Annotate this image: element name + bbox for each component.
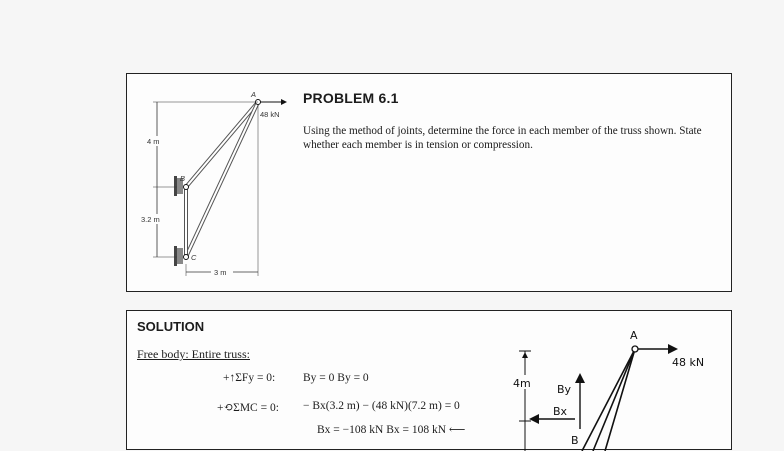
support-c bbox=[177, 248, 183, 264]
sketch-load-label: 48 kN bbox=[672, 356, 705, 369]
joint-c-label: C bbox=[191, 253, 197, 262]
sketch-dim-label: 4m bbox=[513, 377, 531, 390]
joint-b-label: B bbox=[180, 174, 186, 183]
sketch-joint-a bbox=[632, 346, 638, 352]
wall-b bbox=[174, 176, 177, 196]
problem-statement: Using the method of joints, determine the force in each member of the truss shown. State whether each member is in tension or compression. bbox=[303, 125, 702, 151]
free-body-label: Free body: Entire truss: bbox=[137, 347, 250, 361]
equation-sum-fy-label: +↑ΣFy = 0: bbox=[223, 372, 276, 384]
sketch-bx-label: Bx bbox=[553, 405, 568, 418]
problem-box bbox=[126, 73, 732, 292]
dim-4m: 4 m bbox=[147, 137, 160, 146]
joint-b bbox=[184, 185, 189, 190]
load-label: 48 kN bbox=[260, 110, 280, 119]
sketch-member-2 bbox=[593, 349, 635, 451]
sketch-load-arrow-icon bbox=[668, 344, 678, 354]
equation-sum-mc: − Bx(3.2 m) − (48 kN)(7.2 m) = 0 bbox=[303, 400, 460, 412]
joint-a-label: A bbox=[251, 90, 257, 99]
sketch-label-a: A bbox=[630, 329, 638, 342]
wall-c bbox=[174, 246, 177, 266]
member-ac-inner bbox=[186, 102, 258, 257]
problem-title: PROBLEM 6.1 bbox=[303, 90, 399, 106]
free-body-sketch bbox=[127, 311, 733, 451]
equation-bx-result: Bx = −108 kN Bx = 108 kN ⟵ bbox=[317, 424, 466, 436]
equation-sum-fy: By = 0 By = 0 bbox=[303, 372, 369, 384]
member-ab-inner bbox=[186, 102, 258, 187]
solution-box bbox=[126, 310, 732, 450]
sketch-by-label: By bbox=[557, 383, 572, 396]
sketch-member-1 bbox=[582, 349, 635, 451]
load-arrow-icon bbox=[281, 99, 287, 105]
truss-figure bbox=[127, 74, 297, 293]
equation-sum-mc-label: +⟲ΣMC = 0: bbox=[217, 402, 279, 414]
solution-title: SOLUTION bbox=[137, 319, 205, 334]
sketch-label-b: B bbox=[571, 434, 579, 447]
sketch-by-arrow-icon bbox=[575, 373, 585, 383]
sketch-member-3 bbox=[605, 349, 635, 451]
joint-c bbox=[184, 255, 189, 260]
sketch-bx-arrow-icon bbox=[529, 414, 539, 424]
dim-32m: 3.2 m bbox=[141, 215, 160, 224]
dim-3m: 3 m bbox=[214, 268, 227, 277]
